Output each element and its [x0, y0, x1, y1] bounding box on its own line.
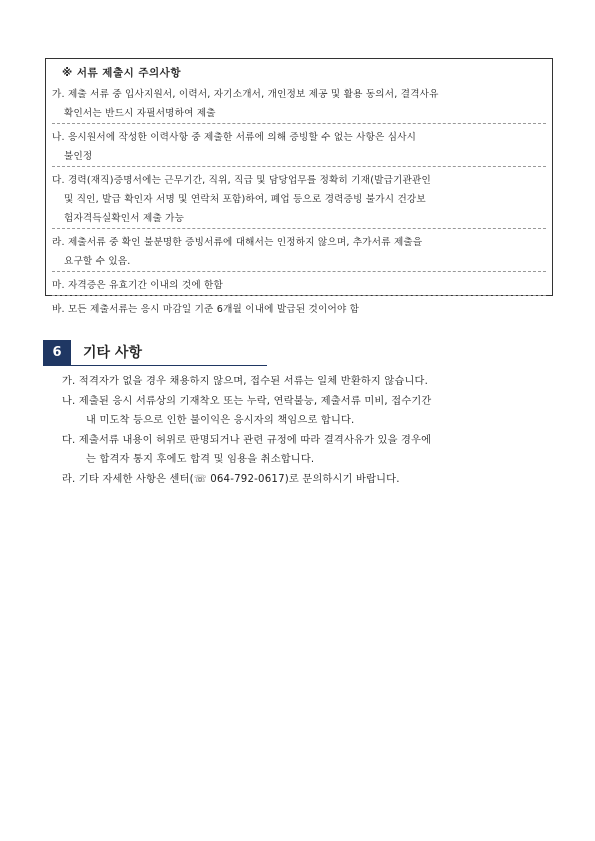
section-header [43, 340, 267, 366]
notice-item [52, 171, 546, 229]
notice-item-divider [52, 295, 546, 296]
other-items-list [62, 372, 562, 489]
notice-item [52, 276, 546, 296]
notice-item-divider [52, 123, 546, 124]
other-item [62, 431, 562, 470]
other-item [62, 470, 562, 490]
notice-item-line: 확인서는 반드시 자필서명하여 제출 [64, 108, 216, 119]
notice-item-divider [52, 166, 546, 167]
other-item-line: 가. 적격자가 없을 경우 채용하지 않으며, 접수된 서류는 일체 반환하지 않습니다. [62, 376, 429, 387]
notice-item-line: 가. 제출 서류 중 입사지원서, 이력서, 자기소개서, 개인정보 제공 및 활용 동의서, 결격사유 [52, 89, 439, 100]
notice-item-line: 및 직인, 발급 확인자 서명 및 연락처 포함)하여, 폐업 등으로 경력증빙 불가시 건강보 [64, 194, 426, 205]
other-item-line: 는 합격자 통지 후에도 합격 및 임용을 취소합니다. [86, 454, 315, 465]
other-item-line: 라. 기타 자세한 사항은 센터(☏ 064-792-0617)로 문의하시기 바랍니다. [62, 473, 400, 485]
other-item-line: 내 미도착 등으로 인한 불이익은 응시자의 책임으로 합니다. [86, 415, 355, 426]
notice-item-line: 라. 제출서류 중 확인 불분명한 증빙서류에 대해서는 인정하지 않으며, 추가서류 제출을 [52, 237, 423, 248]
notice-item-divider [52, 228, 546, 229]
section-divider [43, 365, 267, 366]
notice-list [52, 85, 546, 323]
notice-item-line: 불인정 [64, 151, 93, 162]
notice-item [52, 300, 546, 319]
other-item-line: 다. 제출서류 내용이 허위로 판명되거나 관련 규정에 따라 결격사유가 있을 경우에 [62, 434, 432, 446]
notice-item [52, 85, 546, 124]
other-item [62, 372, 562, 392]
notice-item-line: 나. 응시원서에 작성한 이력사항 중 제출한 서류에 의해 증빙할 수 없는 사항은 심사시 [52, 132, 417, 143]
notice-item-line: 바. 모든 제출서류는 응시 마감일 기준 6개월 이내에 발급된 것이어야 함 [52, 304, 360, 315]
notice-item-divider [52, 271, 546, 272]
notice-item-line: 요구할 수 있음. [64, 256, 131, 267]
section-title: 기타 사항 [83, 345, 142, 361]
notice-item-line: 다. 경력(재직)증명서에는 근무기간, 직위, 직급 및 담당업무를 정확히 기재(발급기관관인 [52, 175, 431, 186]
notice-item [52, 128, 546, 167]
section-number: 6 [43, 340, 71, 366]
notice-box [45, 58, 553, 315]
notice-title: ※ 서류 제출시 주의사항 [62, 67, 181, 79]
notice-item-line: 마. 자격증은 유효기간 이내의 것에 한함 [52, 280, 223, 291]
other-item-line: 나. 제출된 응시 서류상의 기재착오 또는 누락, 연락불능, 제출서류 미비, 접수기간 [62, 395, 432, 407]
other-item [62, 392, 562, 431]
notice-item-line: 험자격득실확인서 제출 가능 [64, 213, 185, 224]
notice-item [52, 233, 546, 272]
